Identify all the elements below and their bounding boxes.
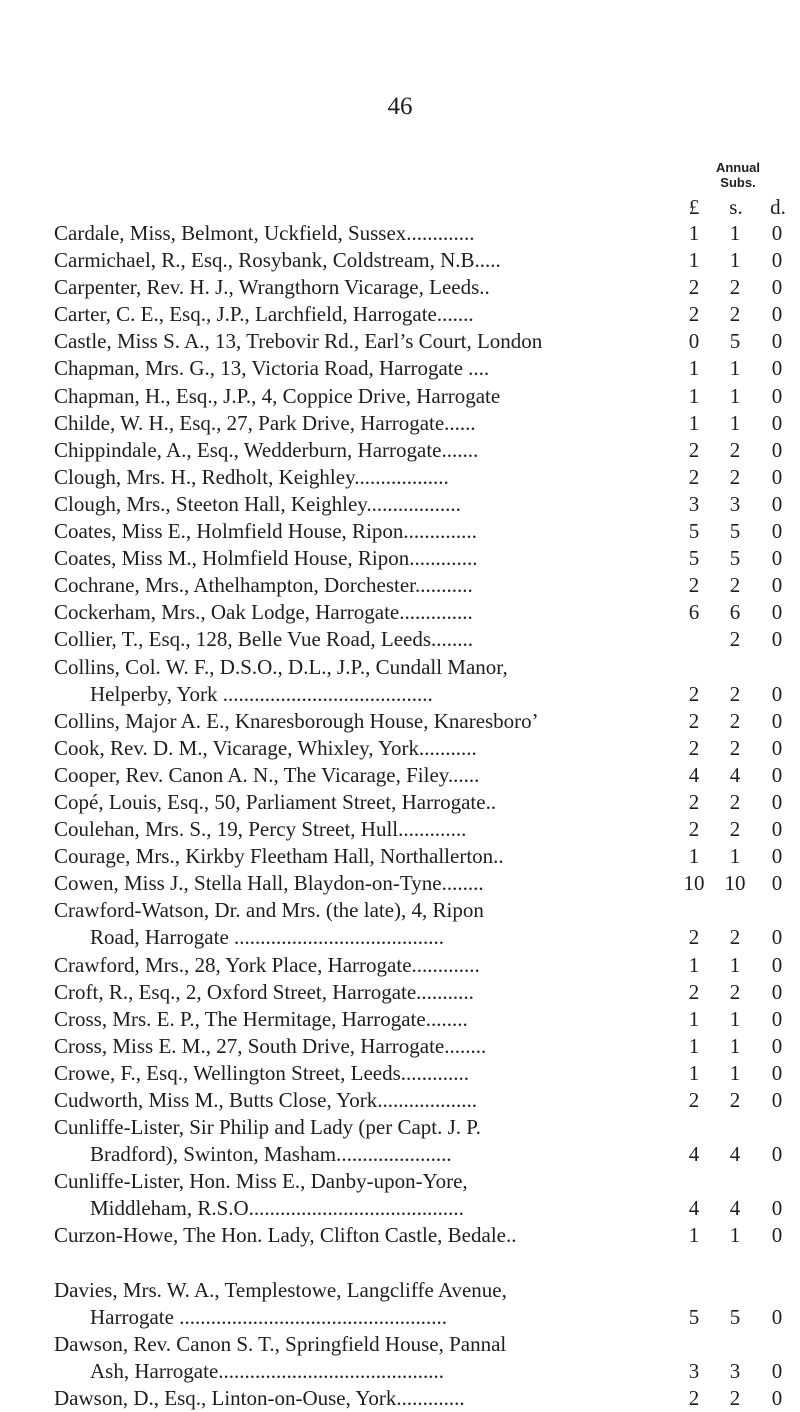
currency-units-header	[674, 195, 798, 221]
pence-amount: 0	[771, 437, 783, 462]
pounds-amount: 3	[688, 1358, 700, 1383]
pence-unit: d.	[770, 195, 786, 219]
subscriber-row	[54, 437, 800, 464]
subscriber-entry: Bradford), Swinton, Masham......................	[90, 1142, 452, 1167]
pounds-amount: 2	[688, 1386, 700, 1411]
shillings-amount: 2	[729, 925, 741, 950]
subscriber-entry: Castle, Miss S. A., 13, Trebovir Rd., Earl’s Court, London	[54, 329, 543, 354]
shillings-amount: 5	[729, 546, 741, 571]
subscriber-row	[54, 1087, 800, 1114]
shillings-amount: 2	[729, 573, 741, 598]
shillings-amount: 1	[729, 1033, 741, 1058]
shillings-amount: 1	[729, 844, 741, 869]
subscriber-row	[54, 1114, 800, 1141]
subscriber-row	[54, 952, 800, 979]
shillings-amount: 2	[729, 681, 741, 706]
pounds-amount: 2	[688, 275, 700, 300]
subscriber-entry: Croft, R., Esq., 2, Oxford Street, Harrogate...........	[54, 979, 474, 1004]
pence-amount: 0	[771, 817, 783, 842]
subscriber-entry: Collier, T., Esq., 128, Belle Vue Road, Leeds........	[54, 627, 474, 652]
subscriber-entry: Dawson, D., Esq., Linton-on-Ouse, York.............	[54, 1386, 465, 1411]
shillings-amount: 2	[729, 464, 741, 489]
pence-amount: 0	[771, 735, 783, 760]
subscriber-entry: Crawford-Watson, Dr. and Mrs. (the late), 4, Ripon	[54, 898, 484, 923]
subscriber-entry: Clough, Mrs. H., Redholt, Keighley..................	[54, 464, 449, 489]
pounds-amount: 3	[688, 491, 700, 516]
shillings-amount: 2	[729, 1386, 741, 1411]
subscriber-row	[54, 843, 800, 870]
pence-amount: 0	[771, 1196, 783, 1221]
pounds-amount: 2	[688, 925, 700, 950]
shillings-amount: 2	[729, 627, 741, 652]
shillings-amount: 5	[729, 329, 741, 354]
subscriber-row	[54, 789, 800, 816]
subscriber-row	[54, 897, 800, 924]
subscriber-row	[54, 924, 800, 951]
pounds-amount: 2	[688, 464, 700, 489]
subscriber-row	[54, 1331, 800, 1358]
shillings-amount: 4	[729, 762, 741, 787]
shillings-amount: 2	[729, 437, 741, 462]
pence-amount: 0	[771, 464, 783, 489]
shillings-amount: 3	[729, 491, 741, 516]
subscriber-row	[54, 626, 800, 653]
subscriber-entry: Chapman, H., Esq., J.P., 4, Coppice Drive, Harrogate	[54, 383, 501, 408]
pounds-amount: 1	[688, 1033, 700, 1058]
subscriber-row	[54, 355, 800, 382]
pence-amount: 0	[771, 491, 783, 516]
pence-amount: 0	[771, 1358, 783, 1383]
pounds-amount: 4	[688, 762, 700, 787]
subscriber-row	[54, 708, 800, 735]
pence-amount: 0	[771, 302, 783, 327]
subscriber-row	[54, 1033, 800, 1060]
pounds-amount: 2	[688, 302, 700, 327]
subscriber-row	[54, 870, 800, 897]
pence-amount: 0	[771, 1033, 783, 1058]
shillings-amount: 1	[729, 1223, 741, 1248]
pence-amount: 0	[771, 329, 783, 354]
pence-amount: 0	[771, 762, 783, 787]
subscriber-entry: Coates, Miss E., Holmfield House, Ripon..............	[54, 519, 477, 544]
column-header-subs: Subs.	[720, 175, 756, 190]
pence-amount: 0	[771, 1304, 783, 1329]
pence-amount: 0	[771, 1386, 783, 1411]
subscriber-entry: Middleham, R.S.O.........................................	[90, 1196, 464, 1221]
pounds-amount: 2	[688, 789, 700, 814]
subscriber-entry: Crawford, Mrs., 28, York Place, Harrogate.............	[54, 952, 480, 977]
subscriber-entry: Crowe, F., Esq., Wellington Street, Leeds.............	[54, 1060, 470, 1085]
pence-amount: 0	[771, 519, 783, 544]
pence-amount: 0	[771, 627, 783, 652]
subscriber-entry: Cudworth, Miss M., Butts Close, York...................	[54, 1088, 477, 1112]
subscriber-row	[54, 681, 800, 708]
shillings-amount: 1	[729, 1060, 741, 1085]
pence-amount: 0	[771, 410, 783, 435]
subscriber-entry: Carpenter, Rev. H. J., Wrangthorn Vicarage, Leeds..	[54, 275, 490, 300]
shillings-amount: 2	[729, 302, 741, 327]
subscriber-row	[54, 572, 800, 599]
shillings-amount: 1	[729, 952, 741, 977]
pence-amount: 0	[771, 600, 783, 625]
subscriber-entry: Coates, Miss M., Holmfield House, Ripon.............	[54, 546, 478, 571]
subscriber-row	[54, 1358, 800, 1385]
subscriber-row	[54, 220, 800, 247]
page-number: 46	[387, 93, 413, 120]
subscriber-row	[54, 518, 800, 545]
subscriber-entry: Carter, C. E., Esq., J.P., Larchfield, Harrogate.......	[54, 302, 474, 327]
subscriber-entry: Cooper, Rev. Canon A. N., The Vicarage, Filey......	[54, 762, 480, 787]
pounds-amount: 2	[688, 1088, 700, 1112]
pounds-amount: 2	[688, 573, 700, 598]
subscriber-entry: Clough, Mrs., Steeton Hall, Keighley..................	[54, 491, 461, 516]
subscriber-row	[54, 1006, 800, 1033]
subscriber-row	[54, 383, 800, 410]
subscriber-entry: Coulehan, Mrs. S., 19, Percy Street, Hull.............	[54, 817, 467, 842]
subscriber-entry: Cardale, Miss, Belmont, Uckfield, Sussex.............	[54, 221, 475, 245]
subscriber-entry: Harrogate ...................................................	[90, 1304, 447, 1329]
subscriber-row	[54, 301, 800, 328]
pounds-amount: 1	[688, 1060, 700, 1085]
subscriber-row	[54, 1168, 800, 1195]
shillings-amount: 4	[729, 1142, 741, 1167]
subscriber-row	[54, 1304, 800, 1331]
pounds-amount: 5	[688, 1304, 700, 1329]
subscriber-entry: Chippindale, A., Esq., Wedderburn, Harrogate.......	[54, 437, 479, 462]
subscriber-row	[54, 1141, 800, 1168]
pence-amount: 0	[771, 573, 783, 598]
pence-amount: 0	[771, 1223, 783, 1248]
pounds-amount: 1	[688, 952, 700, 977]
subscriber-entry: Collins, Col. W. F., D.S.O., D.L., J.P., Cundall Manor,	[54, 654, 508, 679]
pence-amount: 0	[771, 221, 783, 245]
shillings-amount: 5	[729, 519, 741, 544]
subscriber-row	[54, 328, 800, 355]
subscriber-entry: Ash, Harrogate...........................................	[90, 1358, 445, 1383]
shillings-amount: 2	[729, 735, 741, 760]
subscriber-row	[54, 247, 800, 274]
pounds-amount: 1	[688, 248, 700, 273]
subscriber-row	[54, 599, 800, 626]
shillings-amount: 2	[729, 789, 741, 814]
pence-amount: 0	[771, 979, 783, 1004]
shillings-amount: 3	[729, 1358, 741, 1383]
subscriber-entry: Collins, Major A. E., Knaresborough House, Knaresboro’	[54, 708, 539, 733]
pounds-amount: 1	[688, 383, 700, 408]
subscriber-row	[54, 274, 800, 301]
subscriber-row	[54, 1385, 800, 1412]
shillings-amount: 2	[729, 817, 741, 842]
shillings-amount: 1	[729, 356, 741, 381]
pounds-amount: 1	[688, 221, 700, 245]
subscriber-row	[54, 491, 800, 518]
shillings-amount: 2	[729, 708, 741, 733]
pence-amount: 0	[771, 275, 783, 300]
pounds-amount: 2	[688, 817, 700, 842]
pence-amount: 0	[771, 383, 783, 408]
pence-amount: 0	[771, 952, 783, 977]
subscriber-row	[54, 1195, 800, 1222]
pence-amount: 0	[771, 1006, 783, 1031]
pence-amount: 0	[771, 789, 783, 814]
subscriber-entry: Cockerham, Mrs., Oak Lodge, Harrogate..............	[54, 600, 473, 625]
pounds-amount: 2	[688, 708, 700, 733]
pounds-amount: 5	[688, 519, 700, 544]
subscriber-entry: Cross, Miss E. M., 27, South Drive, Harrogate........	[54, 1033, 487, 1058]
pounds-amount: 1	[688, 410, 700, 435]
subscriber-entry: Helperby, York ........................................	[90, 681, 433, 706]
subscriber-entry: Davies, Mrs. W. A., Templestowe, Langcliffe Avenue,	[54, 1277, 507, 1302]
subscriber-entry: Childe, W. H., Esq., 27, Park Drive, Harrogate......	[54, 410, 476, 435]
pounds-amount: 1	[688, 1006, 700, 1031]
shillings-amount: 2	[729, 979, 741, 1004]
subscriber-row	[54, 816, 800, 843]
pence-amount: 0	[771, 925, 783, 950]
subscriber-row	[54, 654, 800, 681]
column-header-annual: Annual	[715, 160, 761, 175]
subscriber-entry: Road, Harrogate ........................................	[90, 925, 445, 950]
shillings-amount: 2	[729, 275, 741, 300]
pence-amount: 0	[771, 1060, 783, 1085]
pounds-unit: £	[688, 195, 700, 219]
subscriber-row	[54, 762, 800, 789]
shillings-amount: 1	[729, 410, 741, 435]
subscriber-row	[54, 735, 800, 762]
pounds-amount: 5	[688, 546, 700, 571]
pence-amount: 0	[771, 1142, 783, 1167]
subscriber-row	[54, 464, 800, 491]
pounds-amount: 2	[688, 979, 700, 1004]
subscriber-entry: Cowen, Miss J., Stella Hall, Blaydon-on-Tyne........	[54, 871, 484, 896]
subscriber-row	[54, 410, 800, 437]
shillings-amount: 1	[729, 383, 741, 408]
subscriber-entry: Cunliffe-Lister, Sir Philip and Lady (per Capt. J. P.	[54, 1115, 481, 1140]
subscriber-entry: Curzon-Howe, The Hon. Lady, Clifton Castle, Bedale..	[54, 1223, 517, 1248]
pence-amount: 0	[771, 356, 783, 381]
shillings-amount: 2	[729, 1088, 741, 1112]
pence-amount: 0	[771, 1088, 783, 1112]
subscriber-entry: Cunliffe-Lister, Hon. Miss E., Danby-upon-Yore,	[54, 1169, 468, 1194]
shillings-amount: 1	[729, 1006, 741, 1031]
subscriber-row	[54, 545, 800, 572]
pence-amount: 0	[771, 708, 783, 733]
pence-amount: 0	[771, 844, 783, 869]
pounds-amount: 1	[688, 356, 700, 381]
pence-amount: 0	[771, 871, 783, 896]
shillings-amount: 1	[729, 248, 741, 273]
shillings-amount: 5	[729, 1304, 741, 1329]
subscriber-entry: Cross, Mrs. E. P., The Hermitage, Harrogate........	[54, 1006, 468, 1031]
pence-amount: 0	[771, 681, 783, 706]
pence-amount: 0	[771, 248, 783, 273]
pounds-amount: 4	[688, 1142, 700, 1167]
shillings-amount: 6	[729, 600, 741, 625]
pounds-amount: 6	[688, 600, 700, 625]
pounds-amount: 4	[688, 1196, 700, 1221]
subscriber-entry: Copé, Louis, Esq., 50, Parliament Street, Harrogate..	[54, 789, 497, 814]
subscriber-row	[54, 1060, 800, 1087]
shillings-amount: 10	[724, 871, 746, 896]
subscriber-entry: Chapman, Mrs. G., 13, Victoria Road, Harrogate ....	[54, 356, 490, 381]
pence-amount: 0	[771, 546, 783, 571]
subscriber-entry: Carmichael, R., Esq., Rosybank, Coldstream, N.B.....	[54, 248, 501, 273]
subscriber-entry: Dawson, Rev. Canon S. T., Springfield House, Pannal	[54, 1331, 507, 1356]
shillings-amount: 1	[729, 221, 741, 245]
pounds-amount: 2	[688, 735, 700, 760]
pounds-amount: 1	[688, 844, 700, 869]
shillings-amount: 4	[729, 1196, 741, 1221]
subscriber-entry: Courage, Mrs., Kirkby Fleetham Hall, Northallerton..	[54, 844, 504, 869]
pounds-amount: 1	[688, 1223, 700, 1248]
subscriber-row	[54, 1222, 800, 1249]
pounds-amount: 2	[688, 437, 700, 462]
pounds-amount: 0	[688, 329, 700, 354]
pounds-amount: 2	[688, 681, 700, 706]
pounds-amount: 10	[683, 871, 705, 896]
subscriber-list	[54, 220, 800, 1412]
subscriber-row	[54, 979, 800, 1006]
subscriber-row	[54, 1250, 800, 1304]
subscriber-entry: Cook, Rev. D. M., Vicarage, Whixley, York...........	[54, 735, 477, 760]
shillings-unit: s.	[729, 195, 743, 219]
subscriber-entry: Cochrane, Mrs., Athelhampton, Dorchester...........	[54, 573, 473, 598]
